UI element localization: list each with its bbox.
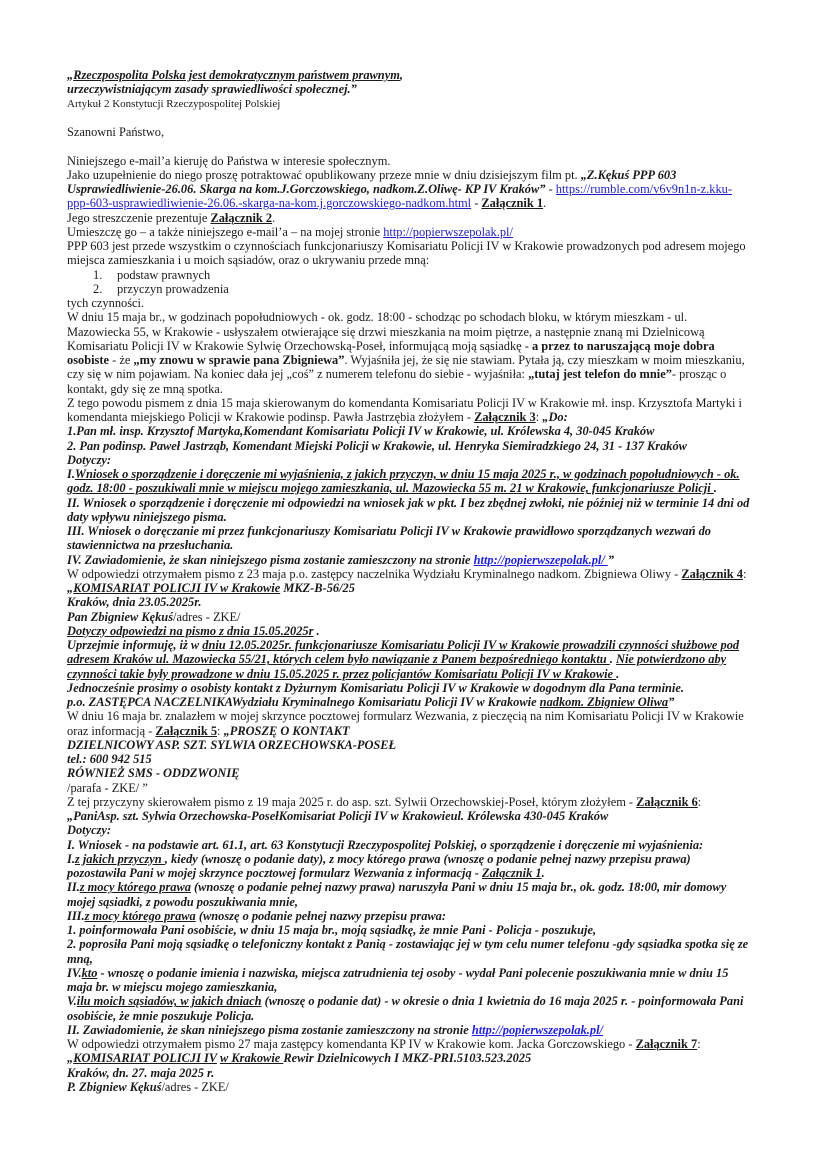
letter1-item-iii-cont: stawiennictwa na przesłuchania.: [67, 538, 234, 553]
intro-paragraph-3: Jego streszczenie prezentuje Załącznik 2.: [67, 210, 276, 225]
website-link[interactable]: http://popierwszepolak.pl/: [471, 1022, 603, 1037]
summons-sms: RÓWNIEŻ SMS - ODDZWONIĘ: [67, 766, 240, 781]
reply2-addressee: P. Zbigniew Kękuś/adres - ZKE/: [67, 1079, 229, 1094]
letter2-item-v-cont: osobiście, że mnie poszukuje Policja.: [67, 1008, 255, 1023]
letter2-notice: II. Zawiadomienie, że skan niniejszego pisma zostanie zamieszczony na stronie http://popierwszepolak.pl/: [67, 1022, 603, 1037]
reply1-body: Jednocześnie prosimy o osobisty kontakt z Dyżurnym Komisariatu Policji IV w Krakowie w dogodnym dla Pana terminie.: [67, 680, 684, 695]
motto-line-2: urzeczywistniającym zasady sprawiedliwości społecznej.”: [67, 82, 357, 97]
website-link[interactable]: http://popierwszepolak.pl/: [473, 552, 608, 567]
document-page: [67, 68, 767, 1094]
attachment-7: Załącznik 7: [635, 1037, 698, 1051]
letter1-item-ii-cont: daty wpływu niniejszego pisma.: [67, 509, 227, 524]
motto-source: Artykuł 2 Konstytucji Rzeczypospolitej Polskiej: [67, 97, 281, 110]
summons-phone: tel.: 600 942 515: [67, 752, 152, 766]
summons-initials: /parafa - ZKE/ ”: [67, 780, 148, 795]
letter1-intro: Z tego powodu pismem z dnia 15 maja skierowanym do komendanta Komisariatu Policji IV w Krakowie mł. insp. Krzysztofa Martyki i: [67, 395, 742, 410]
letter1-item-iv: IV. Zawiadomienie, że skan niniejszego pisma zostanie zamieszczony na stronie http://popierwszepolak.pl/ ”: [67, 552, 615, 567]
motto-line-1: „Rzeczpospolita Polska jest demokratycznym państwem prawnym,: [67, 68, 403, 82]
letter1-addressee-1: 1.Pan mł. insp. Krzysztof Martyka,Komendant Komisariatu Policji IV w Krakowie, ul. Królewska 4, 30-045 Kraków: [67, 424, 655, 439]
greeting: Szanowni Państwo,: [67, 125, 165, 139]
website-link[interactable]: http://popierwszepolak.pl/: [383, 224, 513, 239]
reply1-date: Kraków, dnia 23.05.2025r.: [67, 595, 202, 610]
summons-line: W dniu 16 maja br. znalazłem w mojej skrzynce pocztowej formularz Wezwania, z pieczęcią na nim Komisariatu Policji IV w Krakowie: [67, 709, 744, 724]
reply2-intro: W odpowiedzi otrzymałem pismo 27 maja zastępcy komendanta KP IV w Krakowie kom. Jacka Gorczowskiego - Załącznik 7:: [67, 1037, 701, 1051]
list-item: 1. podstaw prawnych: [93, 267, 211, 282]
attachment-1-ref: Załącznik 1: [482, 866, 542, 880]
letter2-item-i1: I.z jakich przyczyn , kiedy (wnoszę o podanie daty), z mocy którego prawa (wnoszę o podanie pełnej nazwy przepisu prawa): [67, 851, 691, 866]
intro-paragraph-5-end: tych czynności.: [67, 296, 145, 310]
intro-paragraph-4: Umieszczę go – a także niniejszego e-mail’a – na mojej stronie http://popierwszepolak.pl/: [67, 224, 513, 239]
letter2-item-iv-cont: maja br. w miejscu mojego zamieszkania,: [67, 980, 278, 994]
letter1-item-iii: III. Wniosek o doręczanie mi przez funkcjonariuszy Komisariatu Policji IV w Krakowie prawidłowo sporządzanych wezwań do: [67, 524, 711, 538]
intro-paragraph-5-cont: miejsca zamieszkania i u moich sąsiadów, oraz o ukrywaniu przede mną:: [67, 253, 430, 268]
reply1-body: czynności takie były prowadzone w dniu 15.05.2025 r. przez policjantów Komisariatu Policji IV w Krakowie .: [67, 666, 620, 681]
attachment-1: Załącznik 1: [481, 196, 544, 211]
letter1-subject: Dotyczy:: [67, 452, 112, 467]
story-line: W dniu 15 maja br., w godzinach popołudniowych - ok. godz. 18:00 - schodząc po schodach bloku, w którym mieszkam - ul.: [67, 310, 688, 325]
letter2-subject: Dotyczy:: [67, 823, 112, 838]
attachment-5: Załącznik 5: [155, 723, 218, 738]
story-line: Mazowiecka 55, w Krakowie - usłyszałem otwierające się drzwi mieszkania na moim piętrze, a następnie znaną mi Dzielnicową: [67, 324, 705, 339]
summons-officer: DZIELNICOWY ASP. SZT. SYLWIA ORZECHOWSKA-POSEŁ: [67, 737, 397, 752]
reply1-body: Uprzejmie informuję, iż w dniu 12.05.2025r. funkcjonariusze Komisariatu Policji IV w Krakowie prowadzili czynności służbowe pod: [67, 638, 740, 652]
reply2-date: Kraków, dn. 27. maja 2025 r.: [67, 1065, 215, 1080]
reply1-subject: Dotyczy odpowiedzi na pismo z dnia 15.05.2025r .: [67, 623, 320, 638]
rumble-link-cont[interactable]: ppp-603-usprawiedliwienie-26.06.-skarga-na-kom.j.gorczowskiego-nadkom.html: [67, 196, 472, 211]
story-line: kontakt, gdy się ze mną spotka.: [67, 381, 223, 396]
letter2-point-1: 1. poinformowała Pani osobiście, w dniu 15 maja br., moją sąsiadkę, że mnie Pani - Policja - poszukuje,: [67, 923, 597, 937]
letter1-intro-cont: komendanta miejskiego Policji w Krakowie podinsp. Pawła Jastrzębia złożyłem - Załącznik 3: „Do:: [67, 410, 568, 424]
letter2-item-ii-cont: mojej sąsiadki, z powodu poszukiwania mnie,: [67, 894, 298, 909]
reply1-body: adresem Kraków ul. Mazowiecka 55/21, których celem było nawiązanie z Panem bezpośredniego kontaktu . Nie potwierdzono aby: [67, 652, 727, 667]
letter2-item-iii: III.z mocy którego prawa (wnoszę o podanie pełnej nazwy przepisu prawa:: [67, 908, 446, 923]
letter2-item-i1-cont: pozostawiła Pani w mojej skrzynce pocztowej formularz Wezwania z informacją - Załącznik 1.: [67, 866, 545, 880]
letter1-item-i-cont: godz. 18:00 - poszukiwali mnie w miejscu mojego zamieszkania, ul. Mazowiecka 55 m. 21 w Krakowie, funkcjonariusze Policji .: [67, 481, 717, 496]
letter2-addressee: „PaniAsp. szt. Sylwia Orzechowska-PosełKomisariat Policji IV w Krakowieul. Królewska 430-045 Kraków: [67, 809, 609, 823]
list-item: 2. przyczyn prowadzenia: [93, 281, 229, 296]
rumble-link[interactable]: https://rumble.com/v6v9n1n-z.kku-: [555, 182, 732, 196]
intro-paragraph-2-cont: Usprawiedliwienie-26.06. Skarga na kom.J.Gorczowskiego, nadkom.Z.Oliwę- KP IV Kraków” - https://rumble.com/v6v9n1n-z.kku-: [67, 182, 732, 196]
letter2-item-v: V.ilu moich sąsiadów, w jakich dniach (wnoszę o podanie dat) - w okresie o dnia 1 kwietnia do 16 maja 2025 r. - poinformowała Pani: [67, 994, 744, 1009]
letter2-point-2: 2. poprosiła Pani moją sąsiadkę o telefoniczny kontakt z Panią - zostawiając jej w tym celu numer telefonu -gdy sąsiadka spotka się ze: [67, 937, 749, 952]
letter1-item-ii: II. Wniosek o sporządzenie i doręczenie mi odpowiedzi na wniosek jak w pkt. I bez zbędnej zwłoki, nie później niż w terminie 14 dni od: [67, 495, 750, 510]
reasons-list: [67, 268, 767, 297]
letter1-item-i: I.Wniosek o sporządzenie i doręczenie mi wyjaśnienia, z jakich przyczyn, w dniu 15 maja 2025 r., w godzinach popołudniowych - ok.: [67, 467, 740, 481]
story-line: Komisariatu Policji IV w Krakowie Sylwię Orzechowską-Poseł, informującą moją sąsiadkę - a przez to naruszającą moje dobra: [67, 338, 715, 353]
attachment-2: Załącznik 2: [210, 210, 273, 225]
intro-paragraph-1: Niniejszego e-mail’a kieruję do Państwa w interesie społecznym.: [67, 153, 391, 168]
summons-line: oraz informacją - Załącznik 5: „PROSZĘ O KONTAKT: [67, 723, 350, 738]
story-line: czy się w nim pojawiam. Na koniec dała jej „coś” z numerem telefonu do siebie - wyjaśniła: „tutaj jest telefon do mnie”- prosząc o: [67, 367, 727, 382]
letter2-item-iv: IV.kto - wnoszę o podanie imienia i nazwiska, miejsca zatrudnienia tej osoby - wydał Pani polecenie poszukiwania mnie w dniu 15: [67, 965, 729, 980]
letter1-addressee-2: 2. Pan podinsp. Paweł Jastrząb, Komendant Miejski Policji w Krakowie, ul. Henryka Siemiradzkiego 24, 31 - 137 Kraków: [67, 438, 687, 453]
letter2-item-ii: II.z mocy którego prawa (wnoszę o podanie pełnej nazwy prawa) naruszyła Pani w dniu 15 maja br., ok. godz. 18:00, mir domowy: [67, 880, 727, 895]
attachment-6: Załącznik 6: [636, 794, 698, 809]
letter2-intro: Z tej przyczyny skierowałem pismo z 19 maja 2025 r. do asp. szt. Sylwii Orzechowskiej-Poseł, którym złożyłem - Załącznik 6:: [67, 794, 702, 809]
letter2-point-2-cont: mną,: [67, 951, 93, 966]
story-line: osobiste - że „my znowu w sprawie pana Zbigniewa”. Wyjaśniła jej, że się nie stawiam. Pytała ją, czy mieszkam w moim mieszkaniu,: [67, 353, 745, 367]
intro-paragraph-2-cont2: ppp-603-usprawiedliwienie-26.06.-skarga-na-kom.j.gorczowskiego-nadkom.html - Załącznik 1.: [67, 196, 547, 211]
letter2-item-i: I. Wniosek - na podstawie art. 61.1, art. 63 Konstytucji Rzeczypospolitej Polskiej, o sporządzenie i doręczenie mi wyjaśnienia:: [67, 837, 704, 852]
reply2-header: „KOMISARIAT POLICJI IV w Krakowie Rewir Dzielnicowych I MKZ-PRI.5103.523.2025: [67, 1051, 532, 1066]
reply1-signature: p.o. ZASTĘPCA NACZELNIKAWydziału Kryminalnego Komisariatu Policji IV w Krakowie nadkom. Zbigniew Oliwa”: [67, 695, 675, 709]
attachment-4: Załącznik 4: [681, 566, 743, 581]
intro-paragraph-5: PPP 603 jest przede wszystkim o czynnościach funkcjonariuszy Komisariatu Policji IV w Krakowie prowadzonych pod adresem mojego: [67, 239, 746, 253]
attachment-3: Załącznik 3: [474, 410, 536, 424]
reply1-addressee: Pan Zbigniew Kękuś/adres - ZKE/: [67, 609, 241, 624]
intro-paragraph-2: Jako uzupełnienie do niego proszę potraktować opublikowany przeze mnie w dniu dzisiejszym film pt. „Z.Kękuś PPP 603: [67, 167, 677, 182]
reply1-intro: W odpowiedzi otrzymałem pismo z 23 maja p.o. zastępcy naczelnika Wydziału Kryminalnego nadkom. Zbigniewa Oliwy - Załącznik 4:: [67, 566, 747, 581]
reply1-header: „KOMISARIAT POLICJI IV w Krakowie MKZ-B-56/25: [67, 581, 355, 595]
